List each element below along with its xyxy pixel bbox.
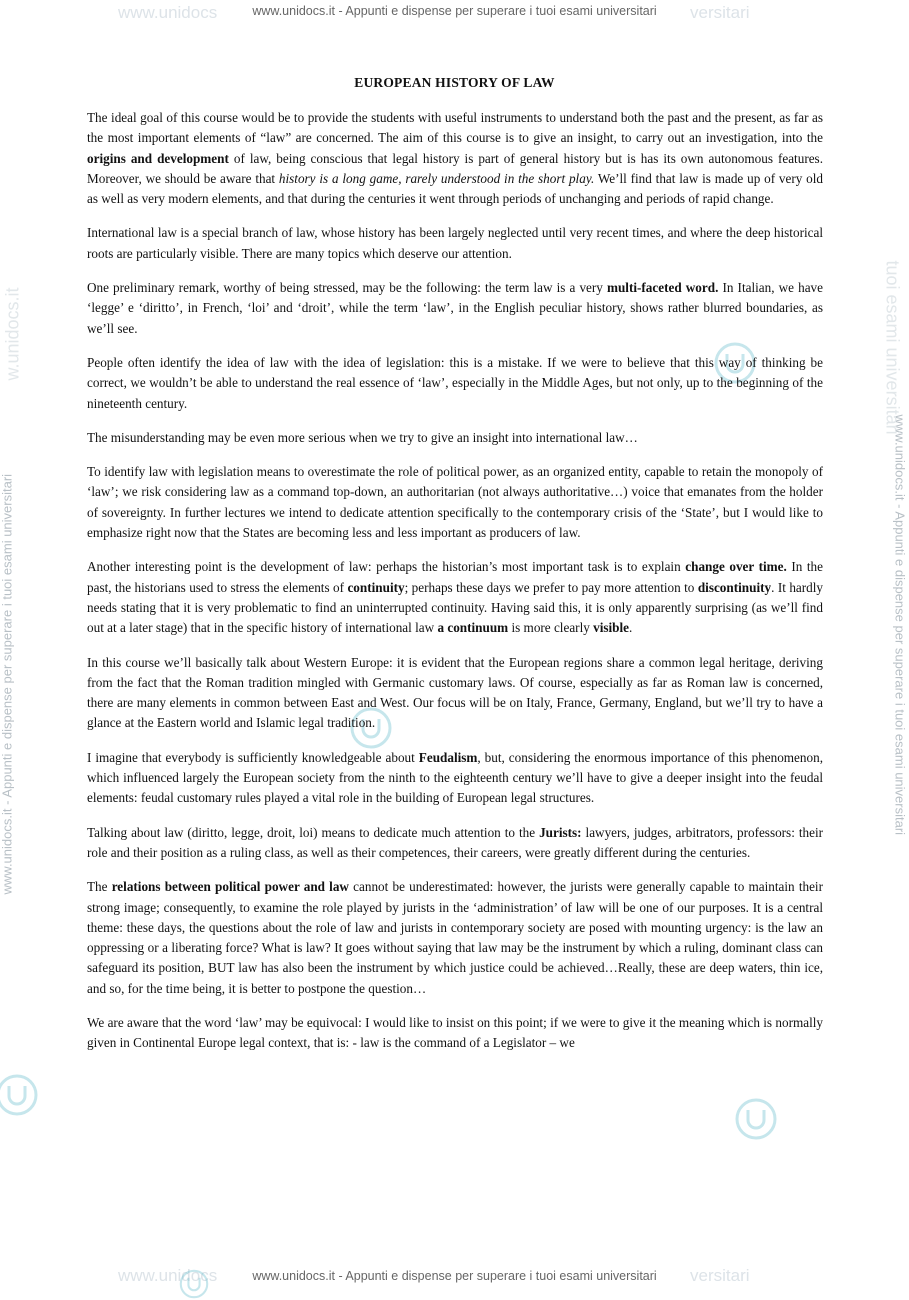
text-run: One preliminary remark, worthy of being stressed, may be the following: the term law is a very [87, 280, 607, 296]
bold-text: Jurists: [539, 824, 582, 840]
watermark-ghost-right: versitari [690, 3, 750, 22]
text-run: . It hardly needs stating that it is very problematic to find an uninterrupted continuity. Having said this, it is only apparently surprising (as we’ll find out at a later stage) that in the specific history of international law [87, 579, 824, 636]
paragraph [87, 823, 823, 864]
unidocs-logo-icon [178, 1268, 210, 1300]
text-run: . [629, 620, 633, 636]
text-run: The misunderstanding may be even more serious when we try to give an insight into international law… [87, 429, 638, 445]
text-run: In this course we’ll basically talk about Western Europe: it is evident that the European regions share a common legal heritage, deriving from the fact that the Roman tradition mingled with Germanic customary laws. Of course, especially as far as Roman law is concerned, there are many elements in common between East and West. Our focus will be on Italy, France, Germany, England, but we’ll try to have a glance at the Eastern world and Islamic legal tradition. [87, 654, 823, 731]
watermark-banner-bottom: www.unidocs.it - Appunti e dispense per superare i tuoi esami universitari [252, 1269, 657, 1283]
watermark-side-right-faint: tuoi esami universitari [882, 260, 903, 435]
text-run: cannot be underestimated: however, the jurists were generally capable to maintain their strong image; consequently, to examine the role played by jurists in the ‘administration’ of law will be one of our purposes. It is a central theme: these days, the questions about the role of law and jurists in contemporary society are posed with mounting urgency: is the law an oppressing or a liberating force? What is law? It goes without saying that law may be the instrument by which a ruling, dominant class can safeguard its position, BUT law has also been the instrument by which justice could be achieved…Really, these are deep waters, thin ice, and so, for the time being, it is better to postpone the question… [87, 879, 823, 996]
document-title: EUROPEAN HISTORY OF LAW [354, 75, 555, 90]
paragraph [87, 653, 823, 734]
watermark-ghost-right-bottom: versitari [690, 1266, 750, 1285]
paragraph [87, 353, 823, 414]
text-run: Another interesting point is the development of law: perhaps the historian’s most important task is to explain [87, 559, 686, 575]
paragraph [87, 1013, 823, 1054]
paragraph [87, 877, 823, 999]
text-run: ; perhaps these days we prefer to pay more attention to [404, 579, 698, 595]
paragraph [87, 748, 823, 809]
unidocs-logo-icon [733, 1096, 779, 1142]
text-run: International law is a special branch of law, whose history has been largely neglected until very recent times, and where the deep historical roots are particularly visible. There are many topics which deserve our attention. [87, 225, 823, 261]
bold-text: visible [593, 620, 630, 636]
bold-text: continuity [347, 579, 405, 595]
paragraph [87, 223, 823, 264]
text-run: To identify law with legislation means to overestimate the role of political power, as an organized entity, capable to retain the monopoly of ‘law’; we risk considering law as a command top-down, an authoritarian (not always authoritative…) voice that emanates from the holder of sovereignty. In further lectures we intend to dedicate attention specifically to the contemporary crisis of the ‘State’, but I would like to emphasize right now that the States are becoming less and less important as producers of law. [87, 464, 823, 541]
text-run: I imagine that everybody is sufficiently knowledgeable about [87, 749, 419, 765]
document-body [87, 108, 823, 1068]
bold-text: Feudalism [418, 749, 478, 765]
italic-text: history is a long game, rarely understood in the short play. [278, 170, 595, 186]
bold-text: origins and development [87, 150, 229, 166]
bold-text: a continuum [437, 620, 509, 636]
text-run: In Italian, we have ‘legge’ e ‘diritto’, in French, ‘loi’ and ‘droit’, while the term ‘law’, in the English peculiar history, shows rather blurred boundaries, as we’ll see. [87, 280, 823, 336]
bold-text: multi-faceted word. [606, 280, 719, 296]
paragraph [87, 428, 823, 448]
bold-text: discontinuity [697, 579, 772, 595]
paragraph [87, 108, 823, 209]
watermark-side-right: www.unidocs.it - Appunti e dispense per superare i tuoi esami universitari [892, 414, 908, 836]
bold-text: relations between political power and law [111, 879, 349, 895]
text-run: lawyers, judges, arbitrators, professors: their role and their position as a ruling class, as well as their competences, their careers, were greatly different during the centuries. [87, 824, 823, 860]
watermark-side-left: www.unidocs.it - Appunti e dispense per superare i tuoi esami universitari [0, 473, 15, 895]
text-run: We’ll find that law is made up of very old as well as very modern elements, and that during the centuries it went through periods of unchanging and periods of rapid change. [87, 170, 824, 207]
watermark-ghost-left: www.unidocs [118, 3, 218, 22]
text-run: People often identify the idea of law with the idea of legislation: this is a mistake. If we were to believe that this way of thinking be correct, we wouldn’t be able to understand the real essence of ‘law’, especially in the Middle Ages, but not only, up to the beginning of the nineteenth century. [87, 354, 823, 411]
text-run: is more clearly [508, 620, 594, 636]
text-run: We are aware that the word ‘law’ may be equivocal: I would like to insist on this point; if we were to give it the meaning which is normally given in Continental Europe legal context, that is: - law is the command of a Legislator – we [87, 1014, 823, 1051]
paragraph [87, 278, 823, 339]
watermark-banner-top: www.unidocs.it - Appunti e dispense per superare i tuoi esami universitari [252, 4, 657, 18]
watermark-side-left-faint: w.unidocs.it [2, 287, 23, 381]
unidocs-logo-icon [0, 1072, 40, 1118]
watermark-ghost-left-bottom: www.unidocs [118, 1266, 218, 1285]
text-run: , but, considering the enormous importance of this phenomenon, which influenced largely the European society from the ninth to the eighteenth century we’ll have to give a deeper insight into the feudal elements: feudal customary rules played a vital role in the building of European legal structures. [87, 749, 823, 806]
text-run: Talking about law (diritto, legge, droit, loi) means to dedicate much attention to the [87, 824, 540, 840]
paragraph [87, 557, 823, 638]
text-run: In the past, the historians used to stress the elements of [87, 559, 823, 595]
paragraph [87, 462, 823, 543]
bold-text: change over time. [685, 559, 787, 575]
text-run: The ideal goal of this course would be to provide the students with useful instruments to understand both the past and the present, as far as the most important elements of “law” are concerned. The aim of this course is to give an insight, to carry out an investigation, into the [87, 110, 823, 146]
text-run: of law, being conscious that legal history is part of general history but is has its own autonomous features. Moreover, we should be aware that [87, 150, 823, 186]
text-run: The [87, 879, 112, 895]
